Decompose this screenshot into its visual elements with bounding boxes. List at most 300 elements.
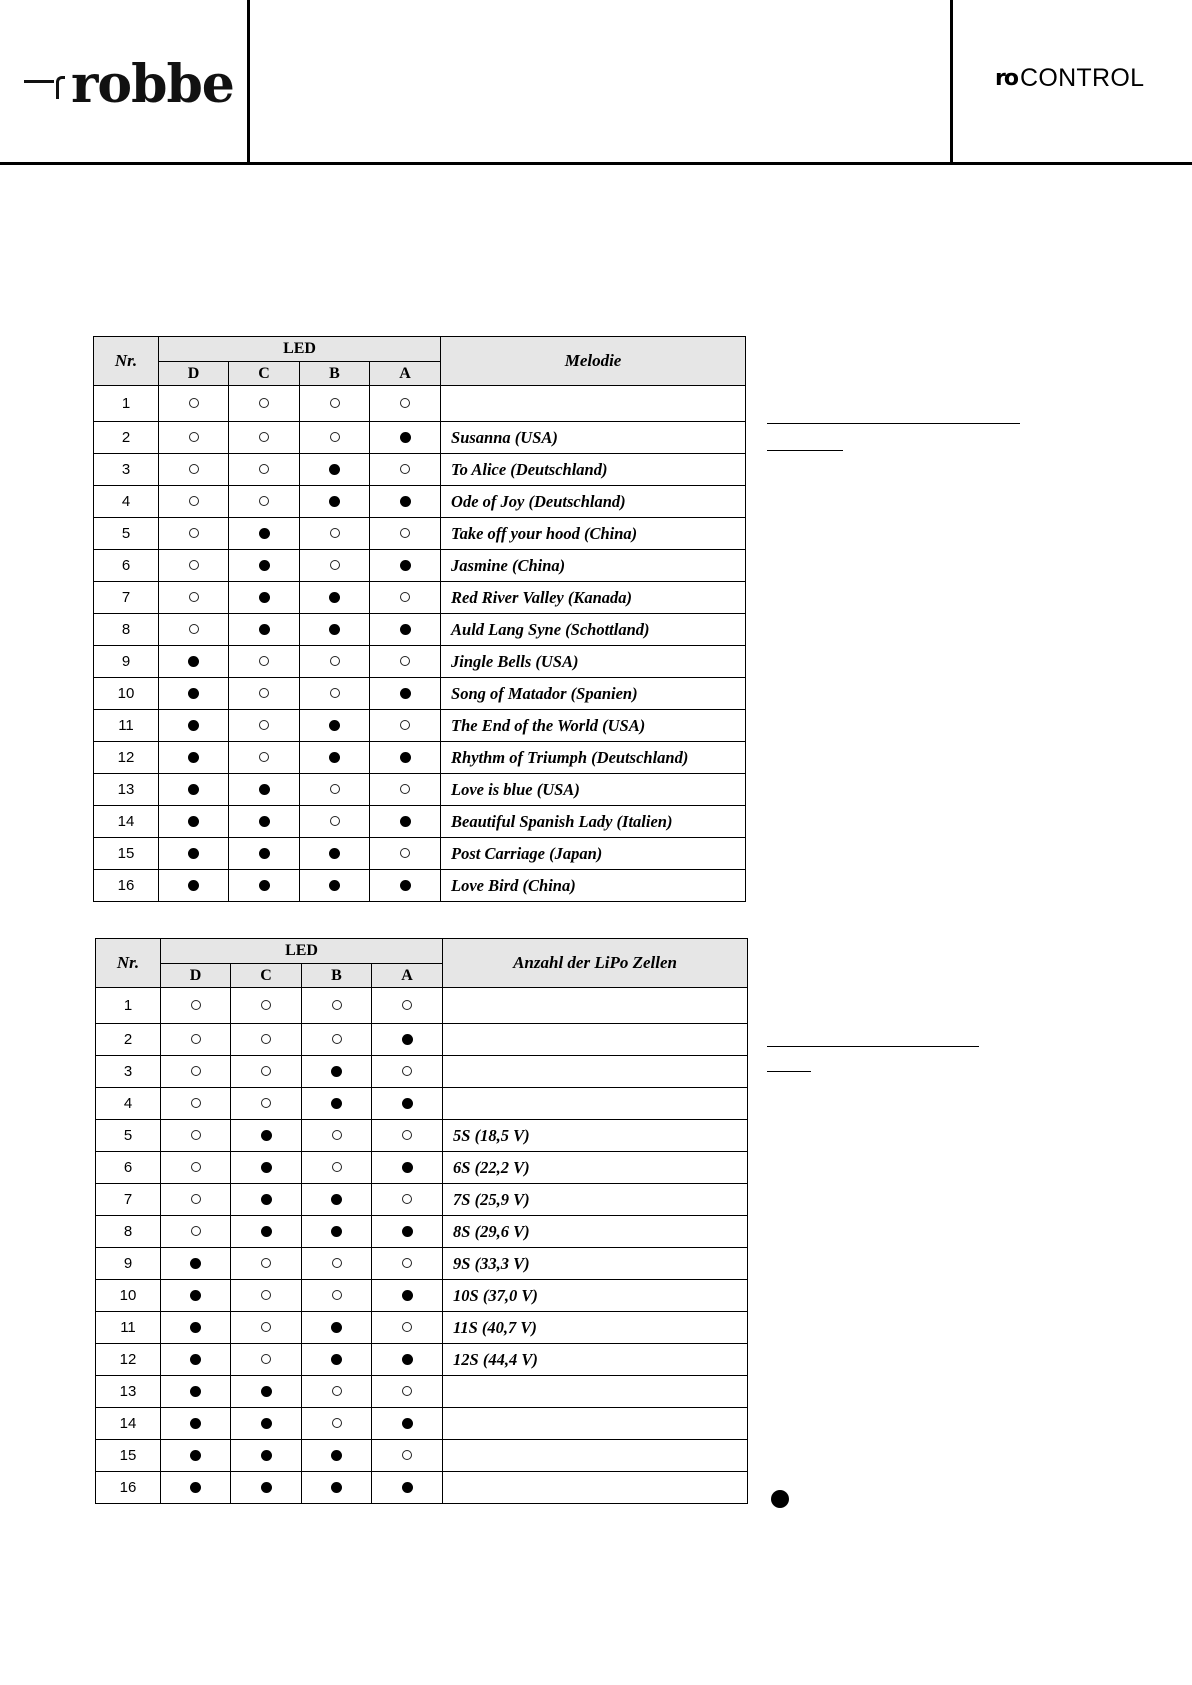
led-a-cell xyxy=(370,518,441,550)
lipo-cell-count: 10S (37,0 V) xyxy=(443,1280,748,1312)
melodie-header: Melodie xyxy=(441,337,746,386)
led-b-cell xyxy=(302,1248,372,1280)
led-on-icon xyxy=(329,880,340,891)
table-row xyxy=(94,582,746,614)
led-c-cell xyxy=(231,1056,302,1088)
led-d-cell xyxy=(159,742,229,774)
row-number: 3 xyxy=(94,454,159,486)
led-on-icon xyxy=(329,464,340,475)
led-off-icon xyxy=(191,1226,201,1236)
led-b-cell xyxy=(302,1472,372,1504)
table-row xyxy=(94,806,746,838)
led-on-icon xyxy=(261,1194,272,1205)
led-on-icon xyxy=(329,720,340,731)
led-d-cell xyxy=(159,386,229,422)
led-d-cell xyxy=(161,1344,231,1376)
led-d-cell xyxy=(159,614,229,646)
lipo-cells-table xyxy=(95,938,748,1504)
led-c-header: C xyxy=(231,964,302,988)
led-on-icon xyxy=(402,1418,413,1429)
led-c-cell xyxy=(229,386,300,422)
led-on-icon xyxy=(331,1322,342,1333)
led-b-cell xyxy=(300,870,370,902)
nr-header: Nr. xyxy=(94,337,159,386)
led-c-cell xyxy=(231,988,302,1024)
led-on-icon xyxy=(329,848,340,859)
led-b-cell xyxy=(302,1312,372,1344)
led-b-cell xyxy=(300,486,370,518)
led-off-icon xyxy=(400,528,410,538)
table-row xyxy=(96,1120,748,1152)
logo-hook-icon xyxy=(56,76,65,99)
row-number: 16 xyxy=(94,870,159,902)
led-b-cell xyxy=(302,1088,372,1120)
row-number: 12 xyxy=(96,1344,161,1376)
led-on-icon xyxy=(400,752,411,763)
melody-name: Love is blue (USA) xyxy=(441,774,746,806)
led-d-header: D xyxy=(161,964,231,988)
led-b-cell xyxy=(300,454,370,486)
led-on-icon xyxy=(402,1162,413,1173)
led-c-cell xyxy=(229,550,300,582)
led-d-cell xyxy=(159,550,229,582)
led-d-cell xyxy=(161,1280,231,1312)
led-off-icon xyxy=(400,592,410,602)
table-row xyxy=(96,1280,748,1312)
led-off-icon xyxy=(332,1162,342,1172)
row-number: 6 xyxy=(96,1152,161,1184)
led-on-icon xyxy=(261,1482,272,1493)
table-row xyxy=(94,422,746,454)
led-on-icon xyxy=(331,1450,342,1461)
led-c-cell xyxy=(231,1024,302,1056)
table-row xyxy=(96,988,748,1024)
led-on-icon xyxy=(331,1354,342,1365)
lipo-cell-count: 9S (33,3 V) xyxy=(443,1248,748,1280)
led-on-icon xyxy=(188,720,199,731)
led-header: LED xyxy=(161,939,443,964)
melody-name: Red River Valley (Kanada) xyxy=(441,582,746,614)
melody-name: Love Bird (China) xyxy=(441,870,746,902)
led-b-cell xyxy=(302,1440,372,1472)
led-off-icon xyxy=(259,496,269,506)
table-row xyxy=(94,838,746,870)
led-b-cell xyxy=(300,742,370,774)
led-on-icon xyxy=(329,624,340,635)
led-c-cell xyxy=(231,1408,302,1440)
led-d-cell xyxy=(159,486,229,518)
lipo-cell-count: 7S (25,9 V) xyxy=(443,1184,748,1216)
lipo-header: Anzahl der LiPo Zellen xyxy=(443,939,748,988)
led-a-cell xyxy=(372,1408,443,1440)
led-d-cell xyxy=(161,988,231,1024)
row-number: 5 xyxy=(96,1120,161,1152)
row-number: 16 xyxy=(96,1472,161,1504)
led-c-cell xyxy=(231,1120,302,1152)
led-c-cell xyxy=(231,1248,302,1280)
led-c-cell xyxy=(231,1216,302,1248)
row-number: 10 xyxy=(96,1280,161,1312)
led-on-icon xyxy=(329,752,340,763)
row-number: 11 xyxy=(94,710,159,742)
led-d-cell xyxy=(161,1216,231,1248)
led-a-cell xyxy=(370,838,441,870)
table-row xyxy=(94,774,746,806)
melody-name: The End of the World (USA) xyxy=(441,710,746,742)
table-row xyxy=(94,614,746,646)
led-on-icon xyxy=(188,688,199,699)
led-on-icon xyxy=(329,592,340,603)
led-b-cell xyxy=(300,518,370,550)
led-c-cell xyxy=(231,1088,302,1120)
led-b-cell xyxy=(302,988,372,1024)
table-row xyxy=(94,386,746,422)
led-off-icon xyxy=(259,464,269,474)
led-off-icon xyxy=(332,1290,342,1300)
led-c-cell xyxy=(229,646,300,678)
led-on-icon xyxy=(188,752,199,763)
led-on-icon xyxy=(188,656,199,667)
led-off-icon xyxy=(189,592,199,602)
led-on-icon xyxy=(400,688,411,699)
row-number: 14 xyxy=(96,1408,161,1440)
led-off-icon xyxy=(330,398,340,408)
led-off-icon xyxy=(259,688,269,698)
led-on-icon xyxy=(402,1354,413,1365)
melody-name: Ode of Joy (Deutschland) xyxy=(441,486,746,518)
melody-name: Take off your hood (China) xyxy=(441,518,746,550)
melody-name xyxy=(441,386,746,422)
legend-dot-icon xyxy=(771,1490,789,1508)
lipo-cell-count xyxy=(443,1376,748,1408)
led-a-cell xyxy=(370,422,441,454)
led-off-icon xyxy=(261,1322,271,1332)
led-off-icon xyxy=(330,784,340,794)
led-off-icon xyxy=(332,1000,342,1010)
table-row xyxy=(94,646,746,678)
led-off-icon xyxy=(402,1066,412,1076)
led-a-cell xyxy=(372,1472,443,1504)
led-b-cell xyxy=(300,774,370,806)
led-a-cell xyxy=(370,710,441,742)
melody-name: Jasmine (China) xyxy=(441,550,746,582)
led-d-cell xyxy=(159,806,229,838)
melody-note-underline xyxy=(767,423,1020,424)
led-b-cell xyxy=(302,1184,372,1216)
led-c-cell xyxy=(229,518,300,550)
led-on-icon xyxy=(190,1258,201,1269)
led-on-icon xyxy=(188,816,199,827)
led-off-icon xyxy=(189,496,199,506)
brand-text: CONTROL xyxy=(1019,64,1145,92)
melody-name: Jingle Bells (USA) xyxy=(441,646,746,678)
melody-name: Susanna (USA) xyxy=(441,422,746,454)
led-a-cell xyxy=(372,1120,443,1152)
led-on-icon xyxy=(259,784,270,795)
led-on-icon xyxy=(331,1066,342,1077)
led-on-icon xyxy=(261,1386,272,1397)
led-off-icon xyxy=(191,1098,201,1108)
led-off-icon xyxy=(259,720,269,730)
led-b-cell xyxy=(302,1152,372,1184)
led-on-icon xyxy=(190,1386,201,1397)
led-a-cell xyxy=(372,988,443,1024)
led-off-icon xyxy=(261,1290,271,1300)
led-d-header: D xyxy=(159,362,229,386)
table-row xyxy=(94,454,746,486)
page-header xyxy=(0,0,1192,165)
led-b-cell xyxy=(302,1408,372,1440)
led-d-cell xyxy=(159,454,229,486)
led-c-cell xyxy=(231,1312,302,1344)
led-a-cell xyxy=(370,386,441,422)
led-on-icon xyxy=(190,1450,201,1461)
melody-table xyxy=(93,336,746,902)
led-off-icon xyxy=(189,528,199,538)
led-d-cell xyxy=(161,1440,231,1472)
led-off-icon xyxy=(259,656,269,666)
led-c-cell xyxy=(231,1376,302,1408)
led-a-cell xyxy=(372,1152,443,1184)
led-d-cell xyxy=(161,1056,231,1088)
nr-header: Nr. xyxy=(96,939,161,988)
led-a-cell xyxy=(372,1216,443,1248)
led-d-cell xyxy=(159,518,229,550)
melody-name: Rhythm of Triumph (Deutschland) xyxy=(441,742,746,774)
led-off-icon xyxy=(189,432,199,442)
lipo-cell-count xyxy=(443,1088,748,1120)
led-on-icon xyxy=(259,528,270,539)
led-a-cell xyxy=(372,1056,443,1088)
led-c-cell xyxy=(229,870,300,902)
row-number: 2 xyxy=(94,422,159,454)
led-d-cell xyxy=(159,838,229,870)
led-d-cell xyxy=(159,710,229,742)
table-row xyxy=(96,1056,748,1088)
led-d-cell xyxy=(161,1088,231,1120)
led-a-cell xyxy=(372,1024,443,1056)
led-off-icon xyxy=(402,1386,412,1396)
led-b-cell xyxy=(300,550,370,582)
led-off-icon xyxy=(400,848,410,858)
led-d-cell xyxy=(159,870,229,902)
row-number: 6 xyxy=(94,550,159,582)
lipo-cell-count xyxy=(443,988,748,1024)
led-off-icon xyxy=(189,624,199,634)
lipo-cell-count: 8S (29,6 V) xyxy=(443,1216,748,1248)
table-row xyxy=(96,1088,748,1120)
led-a-cell xyxy=(370,582,441,614)
led-b-cell xyxy=(300,678,370,710)
led-off-icon xyxy=(402,1130,412,1140)
led-c-cell xyxy=(229,742,300,774)
led-on-icon xyxy=(188,784,199,795)
led-off-icon xyxy=(330,432,340,442)
led-on-icon xyxy=(259,560,270,571)
led-d-cell xyxy=(159,774,229,806)
led-d-cell xyxy=(159,678,229,710)
table-row xyxy=(94,710,746,742)
lipo-cell-count: 6S (22,2 V) xyxy=(443,1152,748,1184)
led-a-cell xyxy=(372,1088,443,1120)
led-b-cell xyxy=(300,386,370,422)
lipo-note-underline-short xyxy=(767,1071,811,1072)
led-on-icon xyxy=(261,1418,272,1429)
row-number: 14 xyxy=(94,806,159,838)
led-on-icon xyxy=(402,1482,413,1493)
table-row xyxy=(96,1408,748,1440)
led-off-icon xyxy=(189,464,199,474)
table-row xyxy=(94,870,746,902)
led-off-icon xyxy=(259,432,269,442)
led-d-cell xyxy=(161,1472,231,1504)
led-a-header: A xyxy=(372,964,443,988)
led-on-icon xyxy=(190,1418,201,1429)
led-on-icon xyxy=(400,432,411,443)
led-on-icon xyxy=(331,1226,342,1237)
led-d-cell xyxy=(159,582,229,614)
led-b-cell xyxy=(300,838,370,870)
table-row xyxy=(96,1312,748,1344)
led-off-icon xyxy=(402,1450,412,1460)
led-on-icon xyxy=(331,1194,342,1205)
led-on-icon xyxy=(259,624,270,635)
led-b-cell xyxy=(302,1056,372,1088)
melody-name: Auld Lang Syne (Schottland) xyxy=(441,614,746,646)
led-off-icon xyxy=(400,784,410,794)
led-on-icon xyxy=(402,1290,413,1301)
table-row xyxy=(94,742,746,774)
led-off-icon xyxy=(259,398,269,408)
led-off-icon xyxy=(261,1354,271,1364)
led-b-cell xyxy=(302,1216,372,1248)
led-on-icon xyxy=(400,560,411,571)
melody-note-underline-short xyxy=(767,450,843,451)
led-b-cell xyxy=(302,1344,372,1376)
led-c-cell xyxy=(229,582,300,614)
row-number: 15 xyxy=(94,838,159,870)
led-off-icon xyxy=(261,1098,271,1108)
led-on-icon xyxy=(190,1290,201,1301)
row-number: 1 xyxy=(94,386,159,422)
led-b-cell xyxy=(302,1376,372,1408)
led-d-cell xyxy=(161,1024,231,1056)
led-off-icon xyxy=(261,1034,271,1044)
led-off-icon xyxy=(402,1258,412,1268)
row-number: 12 xyxy=(94,742,159,774)
led-off-icon xyxy=(330,560,340,570)
led-off-icon xyxy=(191,1034,201,1044)
led-a-cell xyxy=(372,1280,443,1312)
led-off-icon xyxy=(402,1000,412,1010)
table-row xyxy=(96,1184,748,1216)
table-row xyxy=(96,1376,748,1408)
led-off-icon xyxy=(261,1000,271,1010)
led-d-cell xyxy=(161,1184,231,1216)
table-row xyxy=(94,678,746,710)
led-a-cell xyxy=(370,774,441,806)
led-b-header: B xyxy=(302,964,372,988)
led-off-icon xyxy=(330,528,340,538)
led-on-icon xyxy=(402,1226,413,1237)
led-off-icon xyxy=(332,1386,342,1396)
led-off-icon xyxy=(191,1194,201,1204)
melody-name: Song of Matador (Spanien) xyxy=(441,678,746,710)
led-b-cell xyxy=(302,1280,372,1312)
led-b-cell xyxy=(302,1120,372,1152)
led-on-icon xyxy=(188,848,199,859)
melody-name: Beautiful Spanish Lady (Italien) xyxy=(441,806,746,838)
led-a-cell xyxy=(372,1312,443,1344)
row-number: 2 xyxy=(96,1024,161,1056)
logo-text: robbe xyxy=(71,54,234,115)
led-d-cell xyxy=(161,1120,231,1152)
led-on-icon xyxy=(259,816,270,827)
led-off-icon xyxy=(261,1258,271,1268)
led-c-cell xyxy=(229,454,300,486)
led-a-header: A xyxy=(370,362,441,386)
led-off-icon xyxy=(191,1130,201,1140)
led-off-icon xyxy=(400,656,410,666)
led-a-cell xyxy=(370,454,441,486)
lipo-cell-count: 11S (40,7 V) xyxy=(443,1312,748,1344)
led-b-cell xyxy=(300,422,370,454)
table-row xyxy=(96,1344,748,1376)
table-row xyxy=(94,550,746,582)
table-row xyxy=(96,1440,748,1472)
led-a-cell xyxy=(370,678,441,710)
table-row xyxy=(96,1216,748,1248)
melody-name: To Alice (Deutschland) xyxy=(441,454,746,486)
led-c-cell xyxy=(229,838,300,870)
led-a-cell xyxy=(370,646,441,678)
led-a-cell xyxy=(372,1440,443,1472)
led-off-icon xyxy=(189,560,199,570)
led-on-icon xyxy=(259,880,270,891)
led-b-cell xyxy=(300,806,370,838)
row-number: 3 xyxy=(96,1056,161,1088)
led-c-cell xyxy=(229,710,300,742)
led-on-icon xyxy=(400,496,411,507)
row-number: 4 xyxy=(96,1088,161,1120)
lipo-note-underline xyxy=(767,1046,979,1047)
led-b-cell xyxy=(300,582,370,614)
table-row xyxy=(96,1024,748,1056)
led-c-cell xyxy=(231,1440,302,1472)
led-on-icon xyxy=(261,1450,272,1461)
led-on-icon xyxy=(261,1130,272,1141)
led-on-icon xyxy=(188,880,199,891)
led-off-icon xyxy=(191,1000,201,1010)
led-c-cell xyxy=(229,806,300,838)
led-c-cell xyxy=(229,774,300,806)
led-off-icon xyxy=(191,1162,201,1172)
robbe-logo xyxy=(24,54,234,115)
row-number: 15 xyxy=(96,1440,161,1472)
led-a-cell xyxy=(370,742,441,774)
led-b-header: B xyxy=(300,362,370,386)
led-c-cell xyxy=(231,1344,302,1376)
led-on-icon xyxy=(402,1098,413,1109)
led-a-cell xyxy=(370,550,441,582)
led-c-cell xyxy=(231,1184,302,1216)
ro-mark-icon: ro xyxy=(995,65,1017,91)
led-on-icon xyxy=(190,1322,201,1333)
led-a-cell xyxy=(370,806,441,838)
led-b-cell xyxy=(300,646,370,678)
melody-name: Post Carriage (Japan) xyxy=(441,838,746,870)
table-row xyxy=(94,518,746,550)
